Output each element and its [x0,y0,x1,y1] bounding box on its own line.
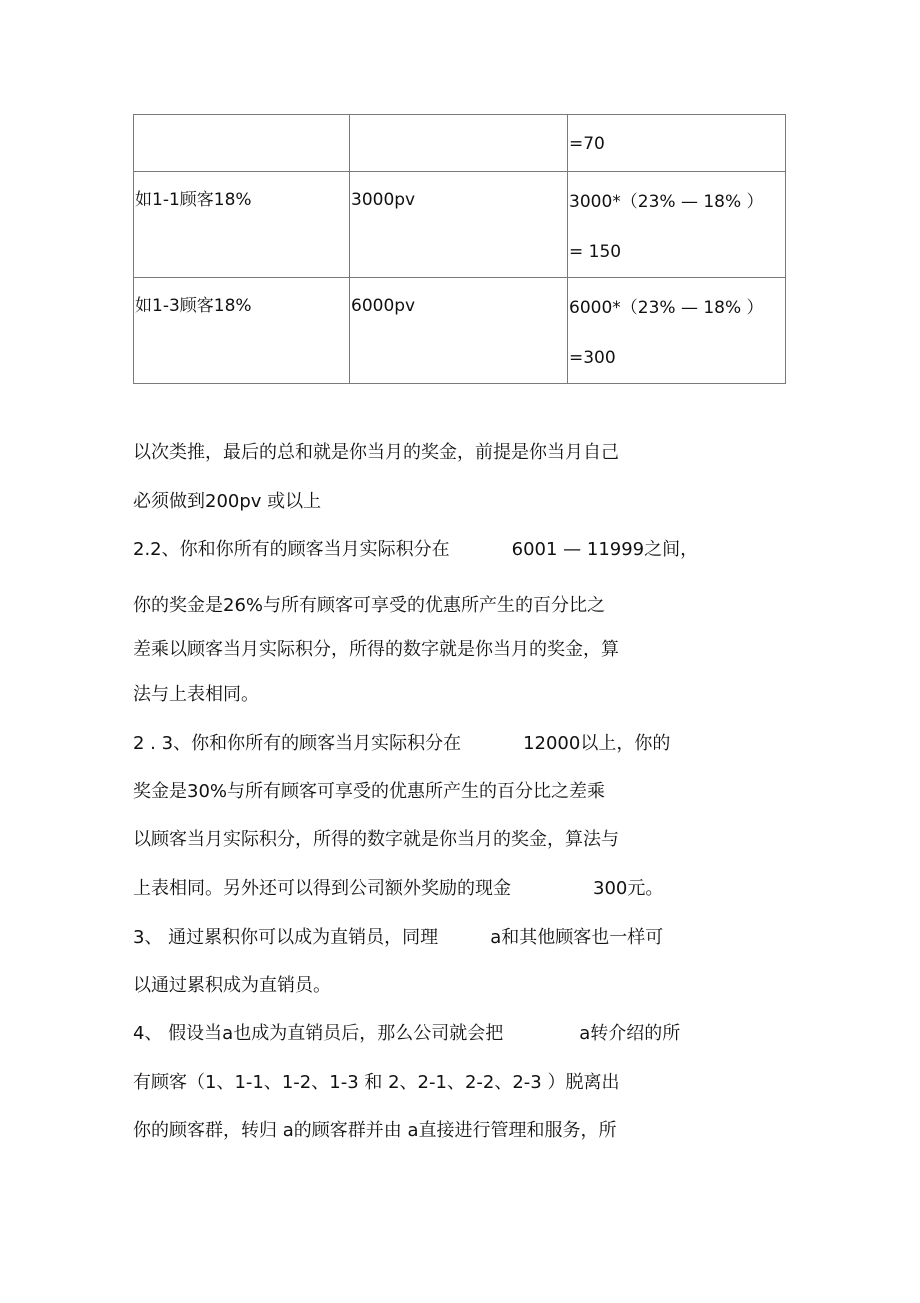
formula: 3000*（23% — 18% ） [569,192,764,212]
table-cell [350,278,568,384]
table-cell [568,115,786,172]
formula: 6000*（23% — 18% ） [569,298,764,318]
body-line: 以顾客当月实际积分，所得的数字就是你当月的奖金，算法与 [133,829,619,850]
body-line: 以次类推，最后的总和就是你当月的奖金，前提是你当月自己 [133,442,619,463]
table-row [134,172,786,278]
customer-label: 如1-3顾客18% [135,296,252,316]
body-line: 以通过累积成为直销员。 [133,975,331,996]
table-cell [134,172,350,278]
table-row [134,115,786,172]
body-line: 3、 通过累积你可以成为直销员，同理 a和其他顾客也一样可 [133,927,664,948]
result: =300 [569,348,616,368]
customer-label: 如1-1顾客18% [135,190,252,210]
body-line: 必须做到200pv 或以上 [133,491,322,512]
cell-line: =70 [569,134,605,154]
body-line: 2 . 3、你和你所有的顾客当月实际积分在 12000以上，你的 [133,733,671,754]
body-line: 你的顾客群，转归 a的顾客群并由 a直接进行管理和服务，所 [133,1120,617,1141]
body-line: 4、 假设当a也成为直销员后，那么公司就会把 a转介绍的所 [133,1023,681,1044]
body-line: 奖金是30%与所有顾客可享受的优惠所产生的百分比之差乘 [133,781,606,802]
table-cell [134,278,350,384]
bonus-calculation-table [133,114,786,384]
body-line: 有顾客（1、1-1、1-2、1-3 和 2、2-1、2-2、2-3 ）脱离出 [133,1072,620,1093]
table-cell [350,172,568,278]
table-cell [568,172,786,278]
table-cell [568,278,786,384]
body-line: 你的奖金是26%与所有顾客可享受的优惠所产生的百分比之 [133,595,606,616]
body-line: 2.2、你和你所有的顾客当月实际积分在 6001 — 11999之间， [133,539,699,560]
table-row [134,278,786,384]
body-line: 差乘以顾客当月实际积分，所得的数字就是你当月的奖金，算 [133,639,619,660]
table-cell [134,115,350,172]
result: = 150 [569,242,622,262]
body-line: 上表相同。另外还可以得到公司额外奖励的现金 300元。 [133,878,664,899]
body-line: 法与上表相同。 [133,684,259,705]
pv-value: 3000pv [351,190,416,210]
pv-value: 6000pv [351,296,416,316]
table-cell [350,115,568,172]
